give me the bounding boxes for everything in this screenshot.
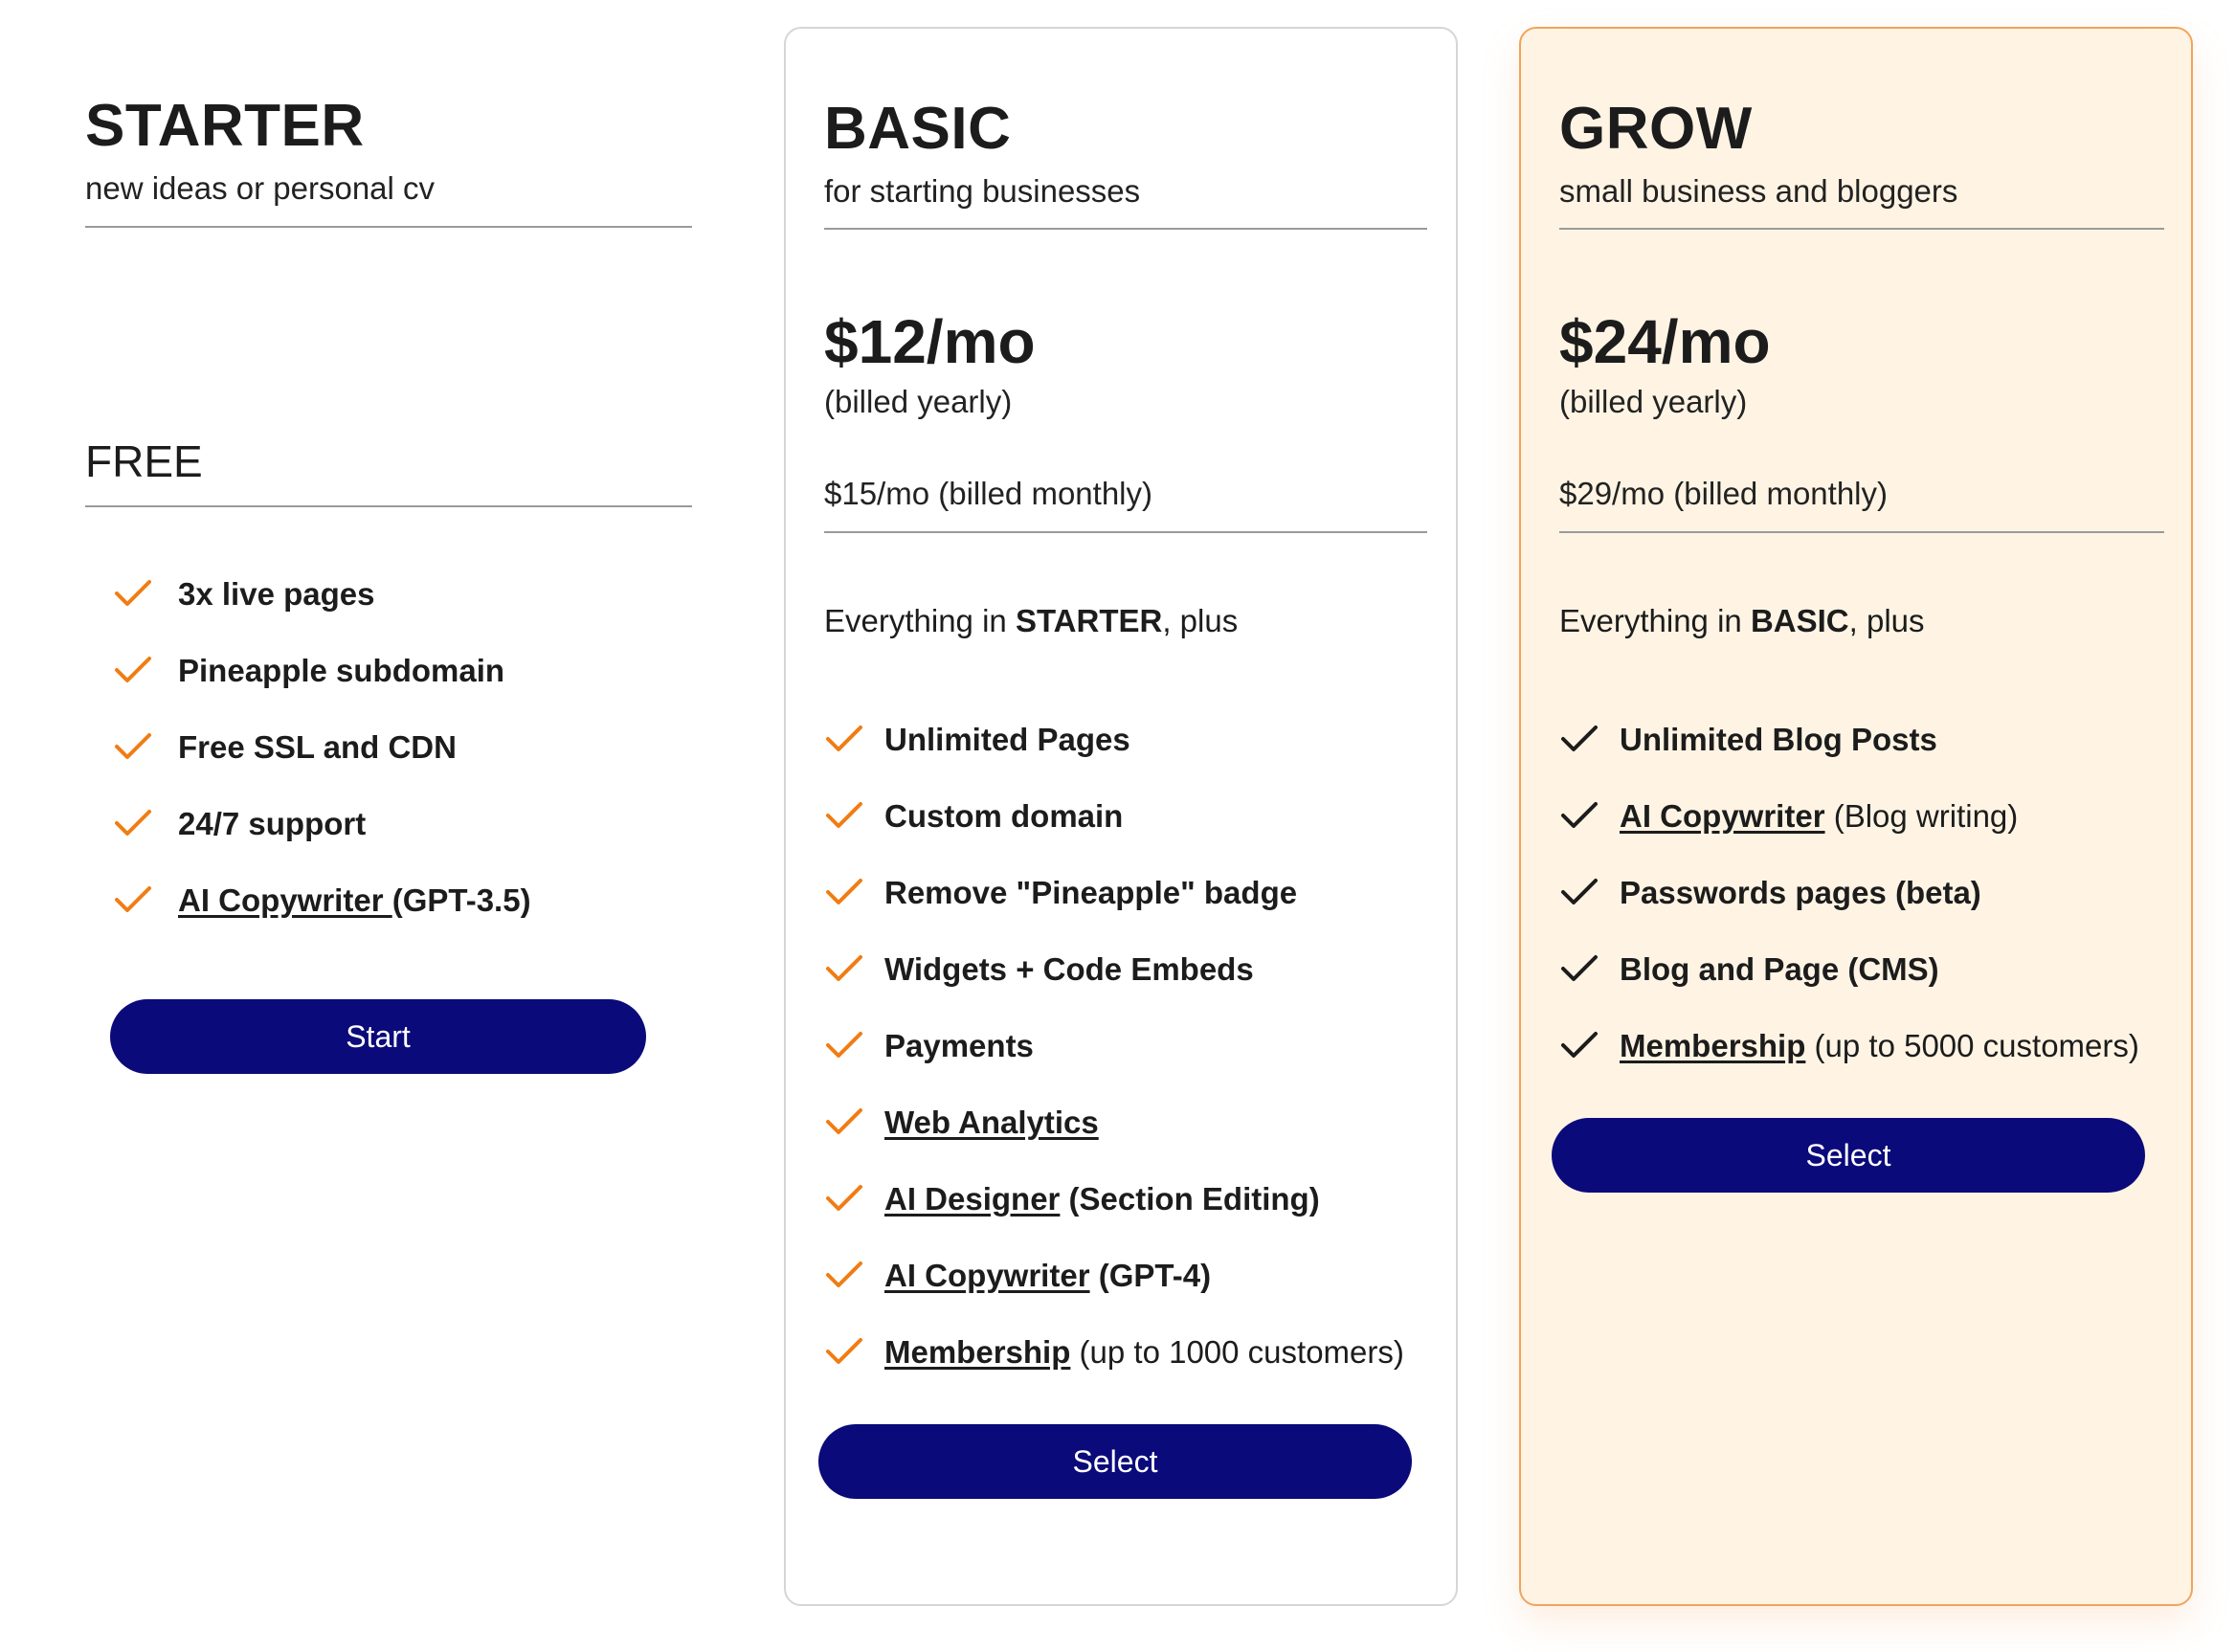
checkmark-icon xyxy=(113,884,153,915)
plan-intro: Everything in BASIC, plus xyxy=(1559,603,1925,638)
checkmark-icon xyxy=(824,953,864,984)
feature-label: Payments xyxy=(884,1028,1034,1063)
plan-description: new ideas or personal cv xyxy=(85,170,436,206)
feature-link[interactable]: Membership xyxy=(1620,1028,1806,1063)
feature-label: (up to 5000 customers) xyxy=(1805,1028,2139,1063)
feature-text xyxy=(884,724,1130,755)
feature-text xyxy=(178,884,531,916)
select-button[interactable]: Select xyxy=(818,1424,1412,1499)
checkmark-icon xyxy=(1559,953,1599,984)
feature-label: Pineapple subdomain xyxy=(178,653,505,688)
feature-text xyxy=(178,808,366,839)
feature-label: Passwords pages (beta) xyxy=(1620,875,1981,910)
plan-name: BASIC xyxy=(824,96,1012,162)
feature-text xyxy=(1620,724,1937,755)
feature-text xyxy=(884,1183,1320,1215)
feature-link[interactable]: Membership xyxy=(884,1334,1071,1370)
checkmark-icon xyxy=(824,1336,864,1367)
feature-label: (Section Editing) xyxy=(1060,1181,1320,1217)
feature-text xyxy=(884,1030,1034,1061)
feature-label: 3x live pages xyxy=(178,576,375,612)
feature-text xyxy=(884,1260,1211,1291)
plan-name: STARTER xyxy=(85,93,365,159)
checkmark-icon xyxy=(824,1106,864,1137)
plan-intro: Everything in STARTER, plus xyxy=(824,603,1239,638)
feature-link[interactable]: AI Copywriter xyxy=(178,882,392,918)
start-button[interactable]: Start xyxy=(110,999,646,1074)
divider xyxy=(824,531,1427,533)
feature-text xyxy=(1620,877,1981,908)
feature-text xyxy=(178,655,504,686)
feature-label: (up to 1000 customers) xyxy=(1070,1334,1404,1370)
feature-text xyxy=(1620,1030,2139,1061)
checkmark-icon xyxy=(113,578,153,609)
plan-name: GROW xyxy=(1559,96,1753,162)
feature-label: Unlimited Blog Posts xyxy=(1620,722,1937,757)
feature-label: Custom domain xyxy=(884,798,1124,834)
select-button[interactable]: Select xyxy=(1552,1118,2145,1193)
checkmark-icon xyxy=(824,800,864,831)
feature-text xyxy=(884,953,1254,985)
monthly-price: $29/mo (billed monthly) xyxy=(1559,476,1888,511)
feature-label: Widgets + Code Embeds xyxy=(884,951,1254,987)
feature-label: Unlimited Pages xyxy=(884,722,1130,757)
yearly-price: $12/mo xyxy=(824,307,1036,376)
checkmark-icon xyxy=(824,1030,864,1060)
billed-yearly-note: (billed yearly) xyxy=(824,384,1013,419)
price-label: FREE xyxy=(85,436,203,486)
plan-description: for starting businesses xyxy=(824,173,1141,209)
checkmark-icon xyxy=(1559,1030,1599,1060)
yearly-price: $24/mo xyxy=(1559,307,1771,376)
feature-label: Blog and Page (CMS) xyxy=(1620,951,1939,987)
divider xyxy=(1559,228,2164,230)
checkmark-icon xyxy=(824,877,864,907)
feature-link[interactable]: AI Copywriter xyxy=(884,1258,1090,1293)
feature-label: 24/7 support xyxy=(178,806,367,841)
checkmark-icon xyxy=(824,1183,864,1214)
divider xyxy=(1559,531,2164,533)
checkmark-icon xyxy=(1559,800,1599,831)
feature-text xyxy=(1620,953,1939,985)
monthly-price: $15/mo (billed monthly) xyxy=(824,476,1152,511)
plan-card-starter xyxy=(0,0,785,1652)
plan-description: small business and bloggers xyxy=(1559,173,1958,209)
feature-link[interactable]: Web Analytics xyxy=(884,1105,1099,1140)
feature-label: (GPT-4) xyxy=(1089,1258,1212,1293)
feature-link[interactable]: AI Copywriter xyxy=(1620,798,1825,834)
feature-label: (Blog writing) xyxy=(1824,798,2019,834)
feature-link[interactable]: AI Designer xyxy=(884,1181,1061,1217)
divider xyxy=(824,228,1427,230)
checkmark-icon xyxy=(113,731,153,762)
feature-text xyxy=(884,800,1123,832)
feature-text xyxy=(178,731,457,763)
feature-text xyxy=(1620,800,2018,832)
divider xyxy=(85,226,692,228)
billed-yearly-note: (billed yearly) xyxy=(1559,384,1748,419)
feature-label: (GPT-3.5) xyxy=(391,882,531,918)
plan-card-basic xyxy=(784,27,1458,1606)
checkmark-icon xyxy=(824,724,864,754)
feature-text xyxy=(178,578,374,610)
checkmark-icon xyxy=(1559,877,1599,907)
checkmark-icon xyxy=(113,808,153,838)
feature-label: Remove "Pineapple" badge xyxy=(884,875,1298,910)
plan-card-grow xyxy=(1519,27,2193,1606)
checkmark-icon xyxy=(1559,724,1599,754)
feature-text xyxy=(884,1106,1099,1138)
feature-text xyxy=(884,1336,1404,1368)
checkmark-icon xyxy=(113,655,153,685)
feature-label: Free SSL and CDN xyxy=(178,729,457,765)
checkmark-icon xyxy=(824,1260,864,1290)
divider xyxy=(85,505,692,507)
feature-text xyxy=(884,877,1297,908)
